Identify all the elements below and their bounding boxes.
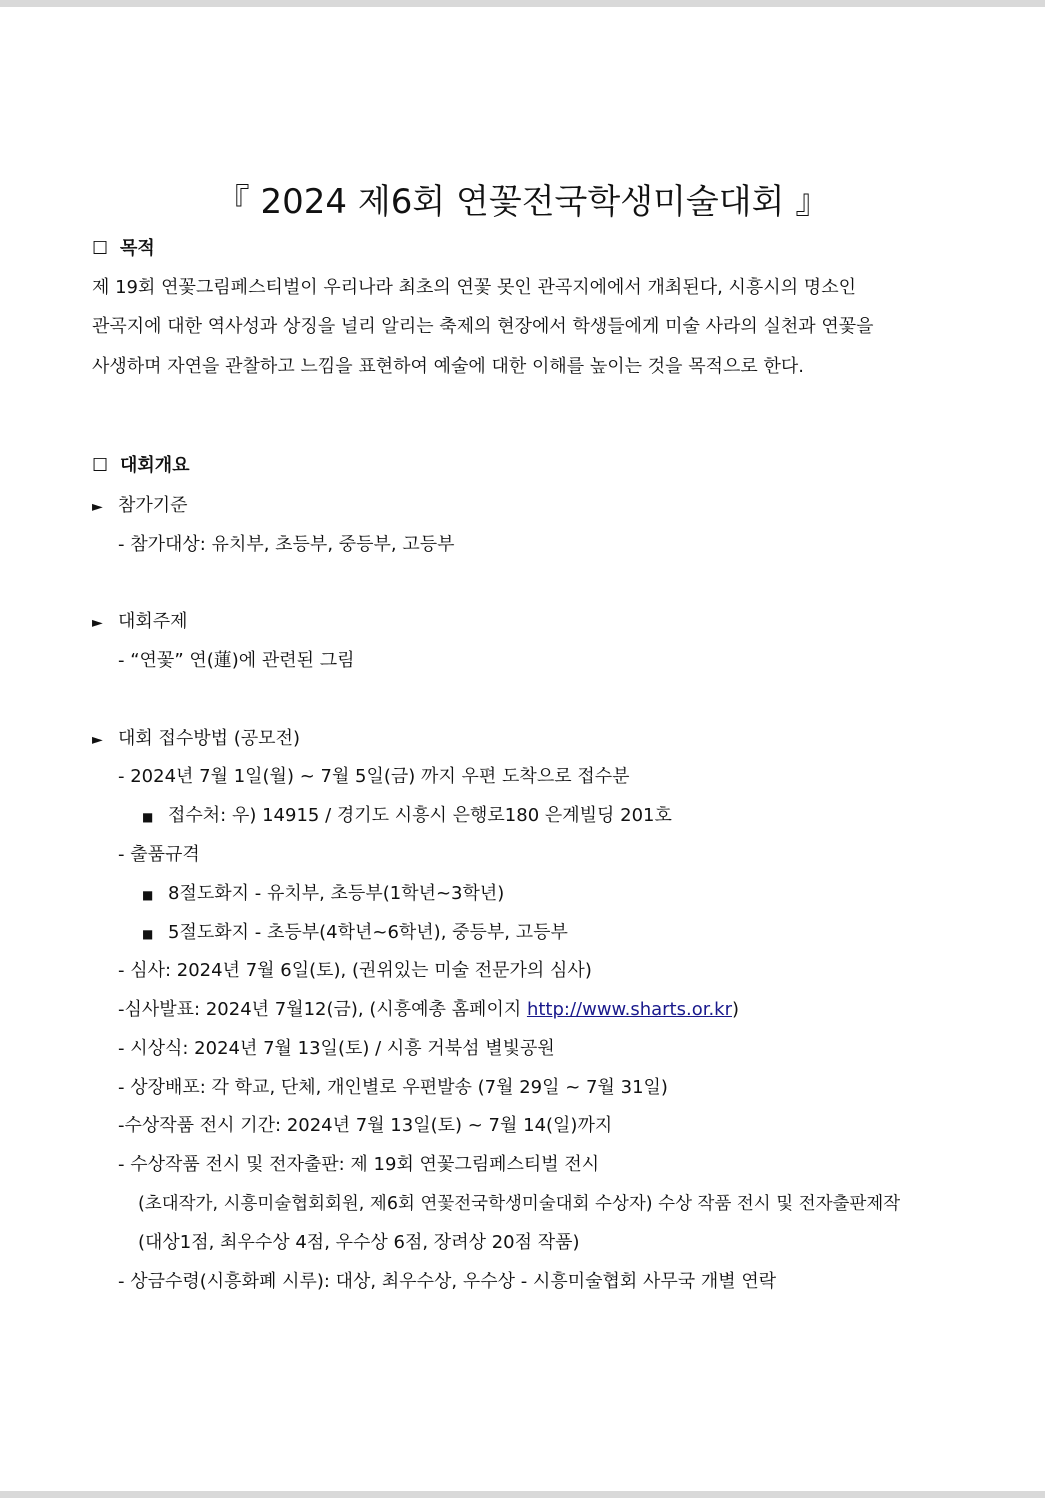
purpose-heading-label: 목적 <box>120 238 155 259</box>
eligibility-heading <box>92 494 188 519</box>
arrow-right-icon: ► <box>92 732 103 748</box>
purpose-line-2: 관곡지에 대한 역사성과 상징을 널리 알리는 축제의 현장에서 학생들에게 미술 사라의 실천과 연꽃을 <box>92 316 874 337</box>
submission-heading <box>92 727 300 752</box>
square-bullet-icon: ■ <box>142 927 154 941</box>
checkbox-icon: ☐ <box>92 455 109 476</box>
theme-text: - “연꽃” 연(蓮)에 관련된 그림 <box>118 650 355 671</box>
prize-line: - 상금수령(시흥화폐 시루): 대상, 최우수상, 우수상 - 시흥미술협회 사무국 개별 연락 <box>118 1271 777 1292</box>
ceremony-line: - 시상식: 2024년 7월 13일(토) / 시흥 거북섬 별빛공원 <box>118 1038 555 1059</box>
exhibit-period-line: -수상작품 전시 기간: 2024년 7월 13일(토) ~ 7월 14(일)까지 <box>118 1115 613 1136</box>
exhibit-detail-line-1: (초대작가, 시흥미술협회회원, 제6회 연꽃전국학생미술대회 수상자) 수상 작품 전시 및 전자출판제작 <box>138 1194 901 1214</box>
spec-5-text: 5절도화지 - 초등부(4학년~6학년), 중등부, 고등부 <box>168 922 568 943</box>
judging-line: - 심사: 2024년 7월 6일(토), (권위있는 미술 전문가의 심사) <box>118 960 592 981</box>
spec-8-text: 8절도화지 - 유치부, 초등부(1학년~3학년) <box>168 883 505 904</box>
announcement-text: -심사발표: 2024년 7월12(금), (시흥예총 홈페이지 <box>118 999 527 1020</box>
purpose-line-3: 사생하며 자연을 관찰하고 느낌을 표현하여 예술에 대한 이해를 높이는 것을 목적으로 한다. <box>92 356 805 377</box>
page-top-edge <box>0 0 1045 7</box>
exhibit-detail-line-2: (대상1점, 최우수상 4점, 우수상 6점, 장려상 20점 작품) <box>138 1232 580 1253</box>
checkbox-icon: ☐ <box>92 238 109 259</box>
square-bullet-icon: ■ <box>142 888 154 902</box>
homepage-link[interactable]: http://www.sharts.or.kr <box>526 999 733 1020</box>
announcement-suffix: ) <box>732 999 740 1020</box>
arrow-right-icon: ► <box>92 615 103 631</box>
spec-heading: - 출품규격 <box>118 844 200 865</box>
arrow-right-icon: ► <box>92 499 103 515</box>
purpose-heading <box>92 237 155 261</box>
overview-heading <box>92 454 190 478</box>
submission-address-text: 접수처: 우) 14915 / 경기도 시흥시 은행로180 은계빌딩 201호 <box>168 805 672 826</box>
theme-heading <box>92 610 188 635</box>
purpose-line-1: 제 19회 연꽃그림페스티벌이 우리나라 최초의 연꽃 못인 관곡지에에서 개최된다, 시흥시의 명소인 <box>92 277 856 298</box>
overview-heading-label: 대회개요 <box>120 455 190 476</box>
square-bullet-icon: ■ <box>142 810 154 824</box>
eligibility-heading-label: 참가기준 <box>118 495 188 516</box>
award-delivery-line: - 상장배포: 각 학교, 단체, 개인별로 우편발송 (7월 29일 ~ 7월 31일) <box>118 1077 668 1098</box>
eligibility-target: - 참가대상: 유치부, 초등부, 중등부, 고등부 <box>118 534 455 555</box>
submission-address <box>142 804 672 829</box>
announcement-line <box>118 998 739 1022</box>
submission-period: - 2024년 7월 1일(월) ~ 7월 5일(금) 까지 우편 도착으로 접수분 <box>118 766 630 787</box>
spec-8-item <box>142 882 504 907</box>
spec-5-item <box>142 921 568 946</box>
page-bottom-edge <box>0 1491 1045 1498</box>
theme-heading-label: 대회주제 <box>118 611 188 632</box>
exhibit-publish-line: - 수상작품 전시 및 전자출판: 제 19회 연꽃그림페스티벌 전시 <box>118 1154 600 1175</box>
submission-heading-label: 대회 접수방법 (공모전) <box>118 728 300 749</box>
document-title: 『 2024 제6회 연꽃전국학생미술대회 』 <box>215 182 830 222</box>
